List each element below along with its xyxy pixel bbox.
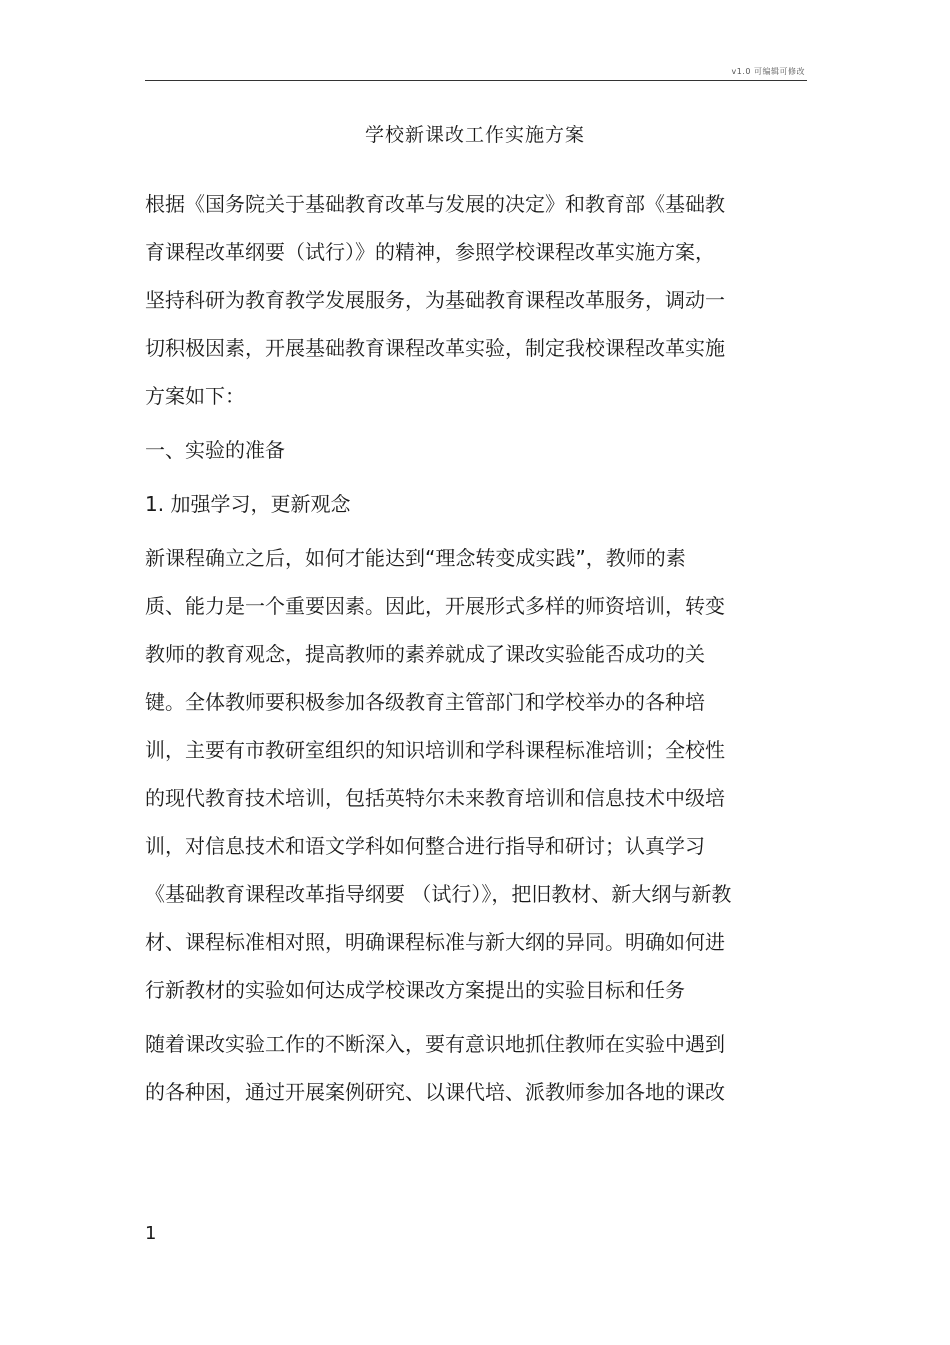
page-number: 1	[145, 1223, 157, 1244]
text-line: 新课程确立之后，如何才能达到“理念转变成实践”，教师的素	[145, 546, 686, 570]
subsection-heading: 1. 加强学习，更新观念	[145, 492, 351, 516]
text-line: 的现代教育技术培训，包括英特尔未来教育培训和信息技术中级培	[145, 786, 725, 810]
section-heading: 一、实验的准备	[145, 438, 285, 462]
document-title: 学校新课改工作实施方案	[364, 124, 585, 146]
paragraph-training	[145, 542, 785, 1006]
paragraph-deepening	[145, 1028, 785, 1108]
text-line: 切积极因素，开展基础教育课程改革实验，制定我校课程改革实施	[145, 336, 725, 360]
text-line: 教师的教育观念，提高教师的素养就成了课改实验能否成功的关	[145, 642, 705, 666]
text-line: 训，主要有市教研室组织的知识培训和学科课程标准培训；全校性	[145, 738, 725, 762]
text-line: 材、课程标准相对照，明确课程标准与新大纲的异同。明确如何进	[145, 930, 725, 954]
text-line: 坚持科研为教育教学发展服务，为基础教育课程改革服务，调动一	[145, 288, 725, 312]
text-line: 随着课改实验工作的不断深入，要有意识地抓住教师在实验中遇到	[145, 1032, 725, 1056]
text-line: 根据《国务院关于基础教育改革与发展的决定》和教育部《基础教	[145, 192, 725, 216]
text-line: 训，对信息技术和语文学科如何整合进行指导和研讨；认真学习	[145, 834, 705, 858]
intro-paragraph	[145, 188, 785, 412]
document-body	[145, 188, 785, 1124]
text-line: 《基础教育课程改革指导纲要 （试行）》，把旧教材、新大纲与新教	[145, 882, 732, 906]
text-line: 质、能力是一个重要因素。因此，开展形式多样的师资培训，转变	[145, 594, 725, 618]
text-line: 行新教材的实验如何达成学校课改方案提出的实验目标和任务	[145, 978, 685, 1002]
text-line: 育课程改革纲要（试行）》的精神，参照学校课程改革实施方案，	[145, 240, 715, 264]
header-version-note: v1.0 可编辑可修改	[731, 67, 805, 76]
text-line: 的各种困，通过开展案例研究、以课代培、派教师参加各地的课改	[145, 1080, 725, 1104]
header-divider	[145, 80, 807, 81]
text-line: 方案如下：	[145, 384, 245, 408]
text-line: 键。全体教师要积极参加各级教育主管部门和学校举办的各种培	[145, 690, 705, 714]
